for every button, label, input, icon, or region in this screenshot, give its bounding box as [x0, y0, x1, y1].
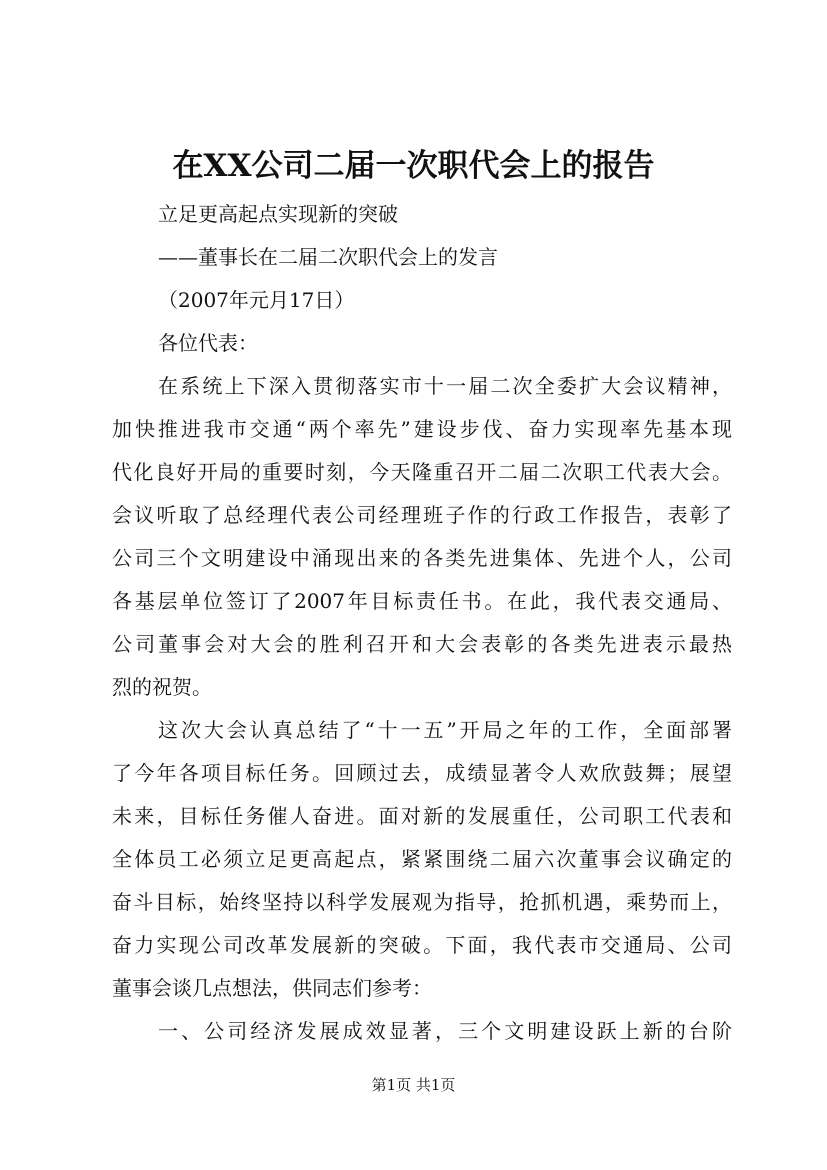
paragraph-line: 董事会谈几点想法，供同志们参考：	[112, 976, 432, 1000]
paragraph-line: 各基层单位签订了2007年目标责任书。在此，我代表交通局、	[112, 589, 732, 613]
paragraph-line: 加快推进我市交通“两个率先”建设步伐、奋力实现率先基本现	[112, 417, 732, 441]
date-line: （2007年元月17日）	[158, 288, 355, 312]
salutation-line: 各位代表：	[158, 331, 258, 355]
paragraph-line: 公司三个文明建设中涌现出来的各类先进集体、先进个人，公司	[112, 546, 732, 570]
paragraph-line: 烈的祝贺。	[112, 675, 212, 699]
paragraph-line: 在系统上下深入贯彻落实市十一届二次全委扩大会议精神，	[158, 374, 732, 398]
page-number: 第1页 共1页	[371, 1076, 456, 1094]
paragraph-line: 未来，目标任务催人奋进。面对新的发展重任，公司职工代表和	[112, 804, 732, 828]
document-title: 在XX公司二届一次职代会上的报告	[172, 148, 655, 184]
paragraph-line: 代化良好开局的重要时刻，今天隆重召开二届二次职工代表大会。	[112, 460, 732, 484]
paragraph-line: 这次大会认真总结了“十一五”开局之年的工作，全面部署	[158, 718, 732, 742]
paragraph-line: 奋斗目标，始终坚持以科学发展观为指导，抢抓机遇，乘势而上，	[112, 890, 732, 914]
paragraph-line: 了今年各项目标任务。回顾过去，成绩显著令人欢欣鼓舞；展望	[112, 761, 732, 785]
section-heading: 一、公司经济发展成效显著，三个文明建设跃上新的台阶	[158, 1019, 732, 1043]
paragraph-line: 奋力实现公司改革发展新的突破。下面，我代表市交通局、公司	[112, 933, 732, 957]
paragraph-line: 会议听取了总经理代表公司经理班子作的行政工作报告，表彰了	[112, 503, 732, 527]
paragraph-line: 公司董事会对大会的胜利召开和大会表彰的各类先进表示最热	[112, 632, 732, 656]
paragraph-line: 全体员工必须立足更高起点，紧紧围绕二届六次董事会议确定的	[112, 847, 732, 871]
subtitle-line: 立足更高起点实现新的突破	[158, 202, 398, 226]
speaker-line: ——董事长在二届二次职代会上的发言	[158, 245, 498, 269]
